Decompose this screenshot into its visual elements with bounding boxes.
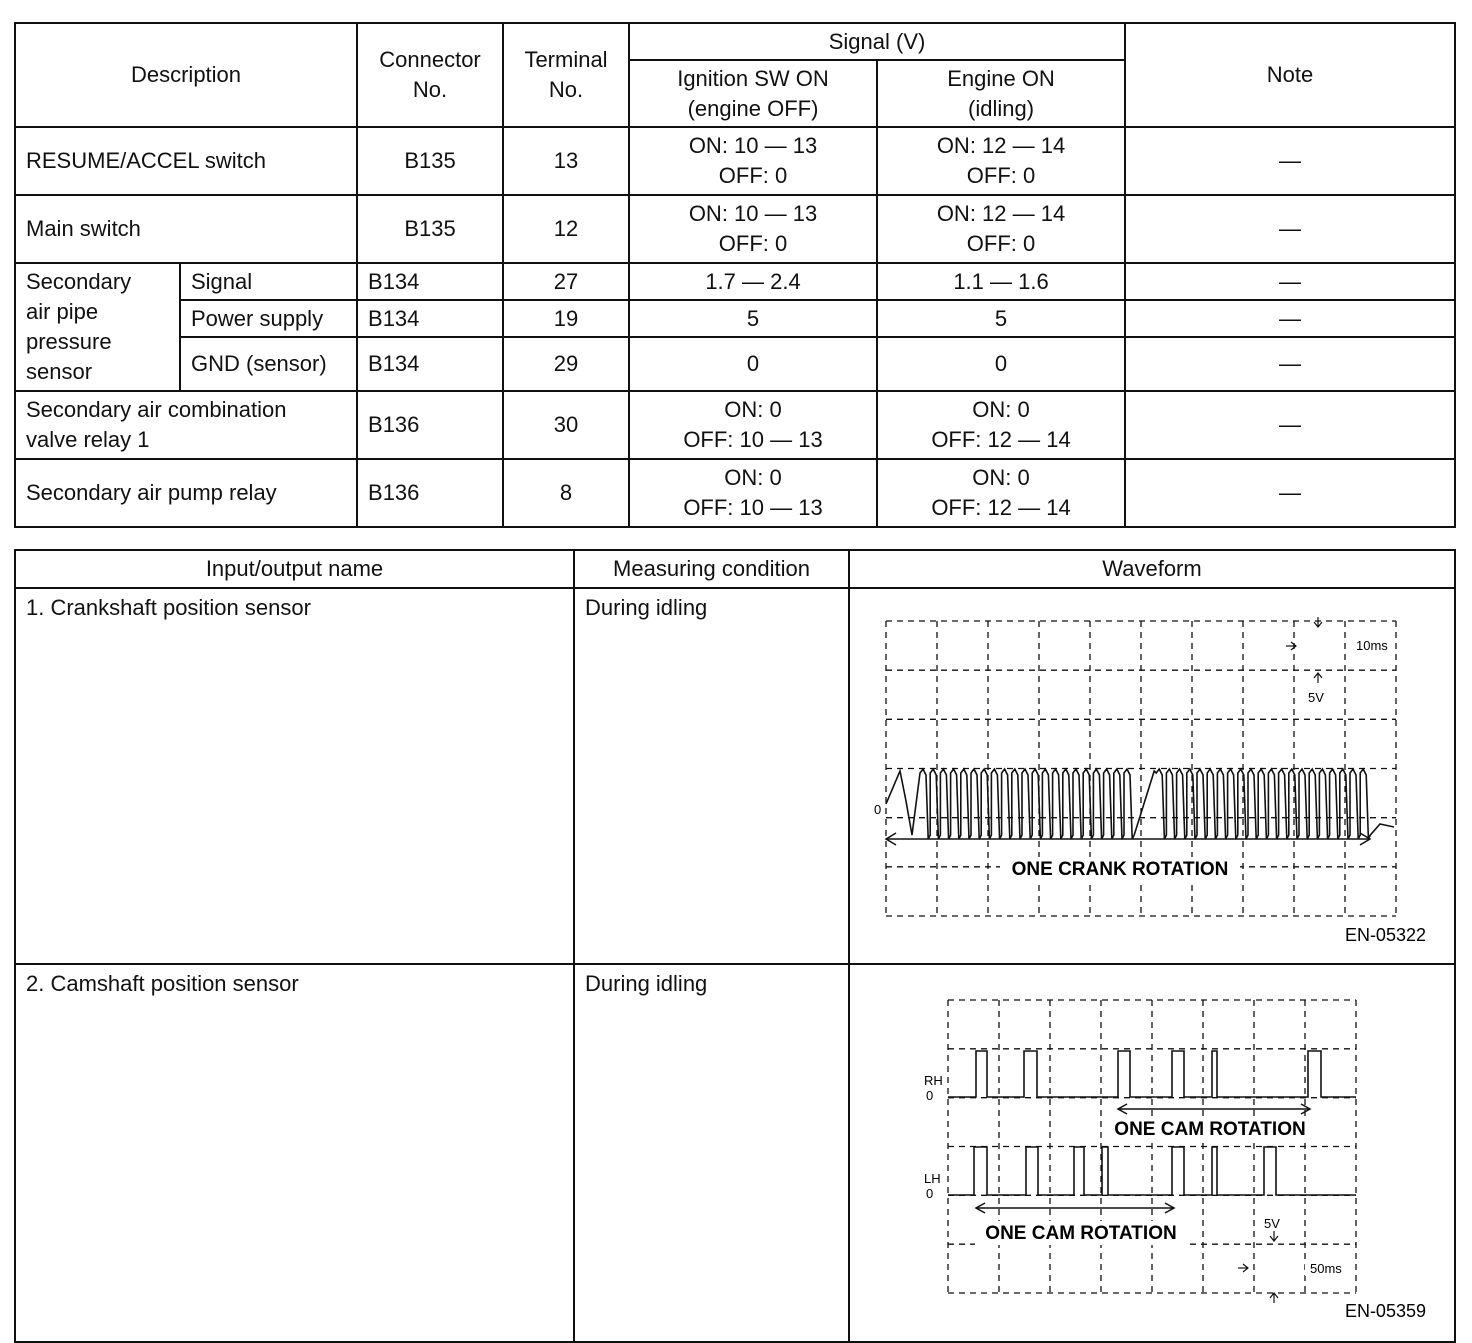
row-connector: B134 — [357, 263, 503, 300]
crank-figure-code: EN-05322 — [1344, 925, 1426, 945]
table-row — [15, 391, 1455, 459]
crank-waveform-cell — [849, 588, 1455, 964]
row-terminal: 19 — [503, 300, 629, 337]
row-note: — — [1125, 391, 1455, 459]
header-measuring-condition: Measuring condition — [574, 550, 849, 588]
header-waveform: Waveform — [849, 550, 1455, 588]
row-ignition: 0 — [629, 337, 877, 391]
row-measuring-condition: During idling — [574, 964, 849, 1342]
row-ignition: ON: 0 OFF: 10 — 13 — [629, 391, 877, 459]
header-io-name: Input/output name — [15, 550, 574, 588]
cam-scale-markers — [1238, 1231, 1310, 1303]
waveform-table — [14, 549, 1456, 1343]
table-row — [15, 195, 1455, 263]
cam-rh-label: RH — [924, 1073, 943, 1088]
row-ignition: 1.7 — 2.4 — [629, 263, 877, 300]
row-terminal: 29 — [503, 337, 629, 391]
row-note: — — [1125, 300, 1455, 337]
header-note: Note — [1125, 23, 1455, 127]
cam-volt-div-label: 5V — [1264, 1216, 1280, 1231]
header-description: Description — [15, 23, 357, 127]
row-group-description: Secondary air pipe pressure sensor — [15, 263, 180, 391]
table-row — [15, 588, 1455, 964]
row-sub-description: GND (sensor) — [180, 337, 357, 391]
row-note: — — [1125, 127, 1455, 195]
row-description: Secondary air combination valve relay 1 — [15, 391, 357, 459]
row-connector: B135 — [357, 127, 503, 195]
crank-zero-label: 0 — [874, 802, 882, 817]
row-terminal: 12 — [503, 195, 629, 263]
row-io-name: 1. Crankshaft position sensor — [15, 588, 574, 964]
header-signal: Signal (V) — [629, 23, 1125, 60]
row-engine: 1.1 — 1.6 — [877, 263, 1125, 300]
crank-waveform-figure — [850, 589, 1454, 955]
crank-waveform — [886, 769, 1394, 839]
row-io-name: 2. Camshaft position sensor — [15, 964, 574, 1342]
cam-lh-rotation-arrow — [976, 1203, 1174, 1213]
row-connector: B136 — [357, 391, 503, 459]
row-ignition: ON: 0 OFF: 10 — 13 — [629, 459, 877, 527]
row-note: — — [1125, 195, 1455, 263]
row-sub-description: Power supply — [180, 300, 357, 337]
crank-time-div-label: 10ms — [1356, 638, 1388, 653]
row-terminal: 13 — [503, 127, 629, 195]
row-note: — — [1125, 459, 1455, 527]
row-engine: ON: 0 OFF: 12 — 14 — [877, 459, 1125, 527]
row-description: Main switch — [15, 195, 357, 263]
table-row — [15, 337, 1455, 391]
cam-waveform-figure — [850, 965, 1454, 1333]
row-ignition: ON: 10 — 13 OFF: 0 — [629, 127, 877, 195]
row-engine: ON: 12 — 14 OFF: 0 — [877, 127, 1125, 195]
row-note: — — [1125, 263, 1455, 300]
row-connector: B134 — [357, 300, 503, 337]
table-row — [15, 127, 1455, 195]
row-connector: B135 — [357, 195, 503, 263]
cam-lh-rotation-label: ONE CAM ROTATION — [985, 1223, 1177, 1244]
table-row — [15, 300, 1455, 337]
cam-grid — [948, 1000, 1356, 1293]
row-ignition: ON: 10 — 13 OFF: 0 — [629, 195, 877, 263]
row-sub-description: Signal — [180, 263, 357, 300]
row-engine: 5 — [877, 300, 1125, 337]
row-engine: ON: 0 OFF: 12 — 14 — [877, 391, 1125, 459]
cam-rh-rotation-arrow — [1118, 1104, 1310, 1114]
row-description: Secondary air pump relay — [15, 459, 357, 527]
row-terminal: 8 — [503, 459, 629, 527]
header-connector: Connector No. — [357, 23, 503, 127]
cam-lh-zero-label: 0 — [926, 1186, 934, 1201]
row-description: RESUME/ACCEL switch — [15, 127, 357, 195]
header-engine-on: Engine ON (idling) — [877, 60, 1125, 127]
table-row — [15, 964, 1455, 1342]
header-terminal: Terminal No. — [503, 23, 629, 127]
table-row — [15, 263, 1455, 300]
cam-rh-rotation-label: ONE CAM ROTATION — [1114, 1119, 1306, 1140]
row-terminal: 30 — [503, 391, 629, 459]
row-connector: B134 — [357, 337, 503, 391]
cam-lh-label: LH — [924, 1171, 941, 1186]
row-measuring-condition: During idling — [574, 588, 849, 964]
cam-figure-code: EN-05359 — [1344, 1301, 1426, 1321]
crank-rotation-label: ONE CRANK ROTATION — [1011, 859, 1229, 880]
row-terminal: 27 — [503, 263, 629, 300]
crank-volt-div-label: 5V — [1308, 690, 1324, 705]
row-engine: 0 — [877, 337, 1125, 391]
cam-time-div-label: 50ms — [1310, 1261, 1342, 1276]
cam-waveform-cell — [849, 964, 1455, 1342]
cam-rh-zero-label: 0 — [926, 1088, 934, 1103]
header-ignition: Ignition SW ON (engine OFF) — [629, 60, 877, 127]
row-engine: ON: 12 — 14 OFF: 0 — [877, 195, 1125, 263]
signal-table — [14, 22, 1456, 528]
row-ignition: 5 — [629, 300, 877, 337]
row-connector: B136 — [357, 459, 503, 527]
table-row — [15, 459, 1455, 527]
row-note: — — [1125, 337, 1455, 391]
